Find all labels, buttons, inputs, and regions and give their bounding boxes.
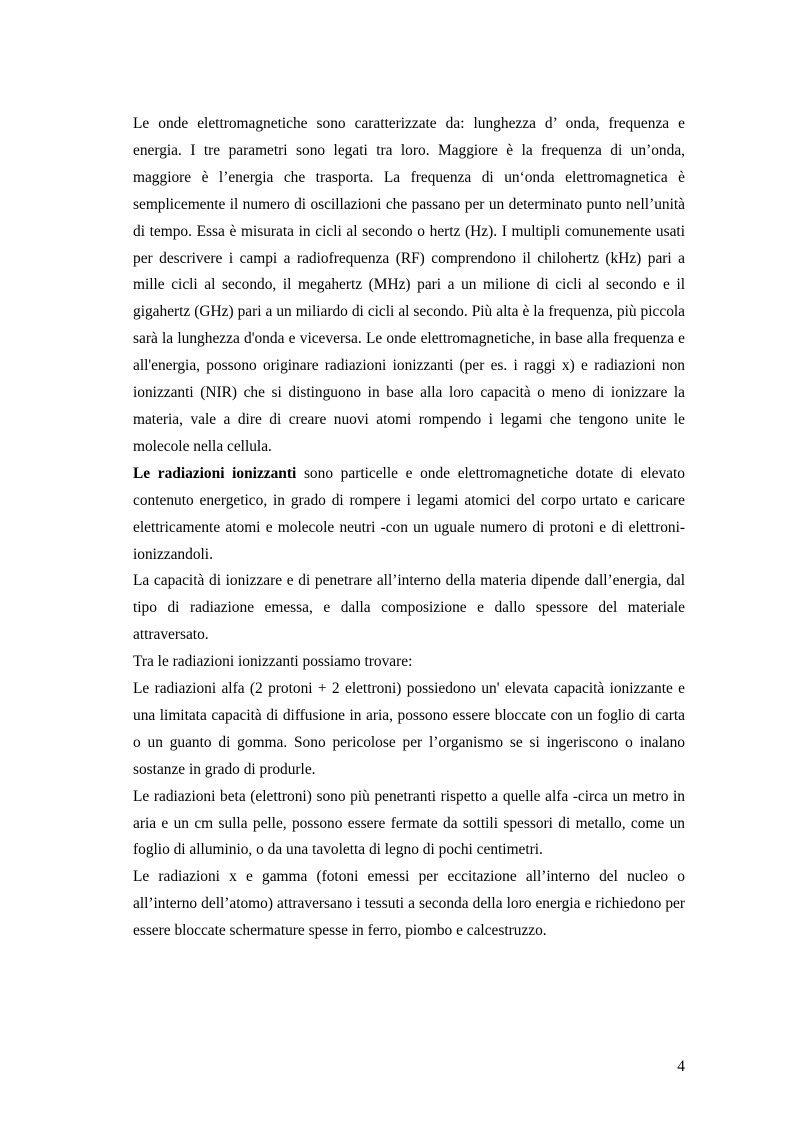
body-text — [133, 111, 685, 945]
paragraph-x-gamma-radiation: Le radiazioni x e gamma (fotoni emessi per eccitazione all’interno del nucleo o all’interno dell’atomo) attraversano i tessuti a seconda della loro energia e richiedono per essere bloccate schermature spesse in ferro, piombo e calcestruzzo. — [133, 868, 685, 940]
ionizing-radiation-heading: Le radiazioni ionizzanti — [133, 464, 297, 482]
paragraph-list-intro: Tra le radiazioni ionizzanti possiamo trovare: — [133, 653, 413, 671]
paragraph-beta-radiation: Le radiazioni beta (elettroni) sono più penetranti rispetto a quelle alfa -circa un metro in aria e un cm sulla pelle, possono essere fermate da sottili spessori di metallo, come un foglio di alluminio, o da una tavoletta di legno di pochi centimetri. — [133, 787, 685, 859]
paragraph-alpha-radiation: Le radiazioni alfa (2 protoni + 2 elettroni) possiedono un' elevata capacità ionizzante e una limitata capacità di diffusione in aria, possono essere bloccate con un foglio di carta o un guanto di gomma. Sono pericolose per l’organismo se si ingeriscono o inalano sostanze in grado di produrle. — [133, 680, 685, 778]
ionizing-definition-text: sono particelle e onde elettromagnetiche dotate di elevato contenuto energetico, in grado di rompere i legami atomici del corpo urtato e caricare elettricamente atomi e molecole neutri -con un uguale numero di protoni e di elettroni- ionizzandoli. — [133, 464, 685, 563]
paragraph-wave-properties: Le onde elettromagnetiche sono caratterizzate da: lunghezza d’ onda, frequenza e energia. I tre parametri sono legati tra loro. Maggiore è la frequenza di un’onda, maggiore è l’energia che trasporta. La frequenza di un‘onda elettromagnetica è semplicemente il numero di oscillazioni che passano per un determinato punto nell’unità di tempo. Essa è misurata in cicli al secondo o hertz (Hz). I multipli comunemente usati per descrivere i campi a radiofrequenza (RF) comprendono il chilohertz (kHz) pari a mille cicli al secondo, il megahertz (MHz) pari a un milione di cicli al secondo e il gigahertz (GHz) pari a un miliardo di cicli al secondo. Più alta è la frequenza, più piccola sarà la lunghezza d'onda e viceversa. Le onde elettromagnetiche, in base alla frequenza e all'energia, possono originare radiazioni ionizzanti (per es. i raggi x) e radiazioni non ionizzanti (NIR) che si distinguono in base alla loro capacità o meno di ionizzare la materia, vale a dire di creare nuovi atomi rompendo i legami che tengono unite le molecole nella cellula. — [133, 115, 685, 455]
paragraph-penetration: La capacità di ionizzare e di penetrare all’interno della materia dipende dall’energia, dal tipo di radiazione emessa, e dalla composizione e dallo spessore del materiale attraversato. — [133, 572, 685, 644]
paragraph-ionizing-definition — [133, 461, 685, 569]
page-number: 4 — [677, 1058, 685, 1075]
